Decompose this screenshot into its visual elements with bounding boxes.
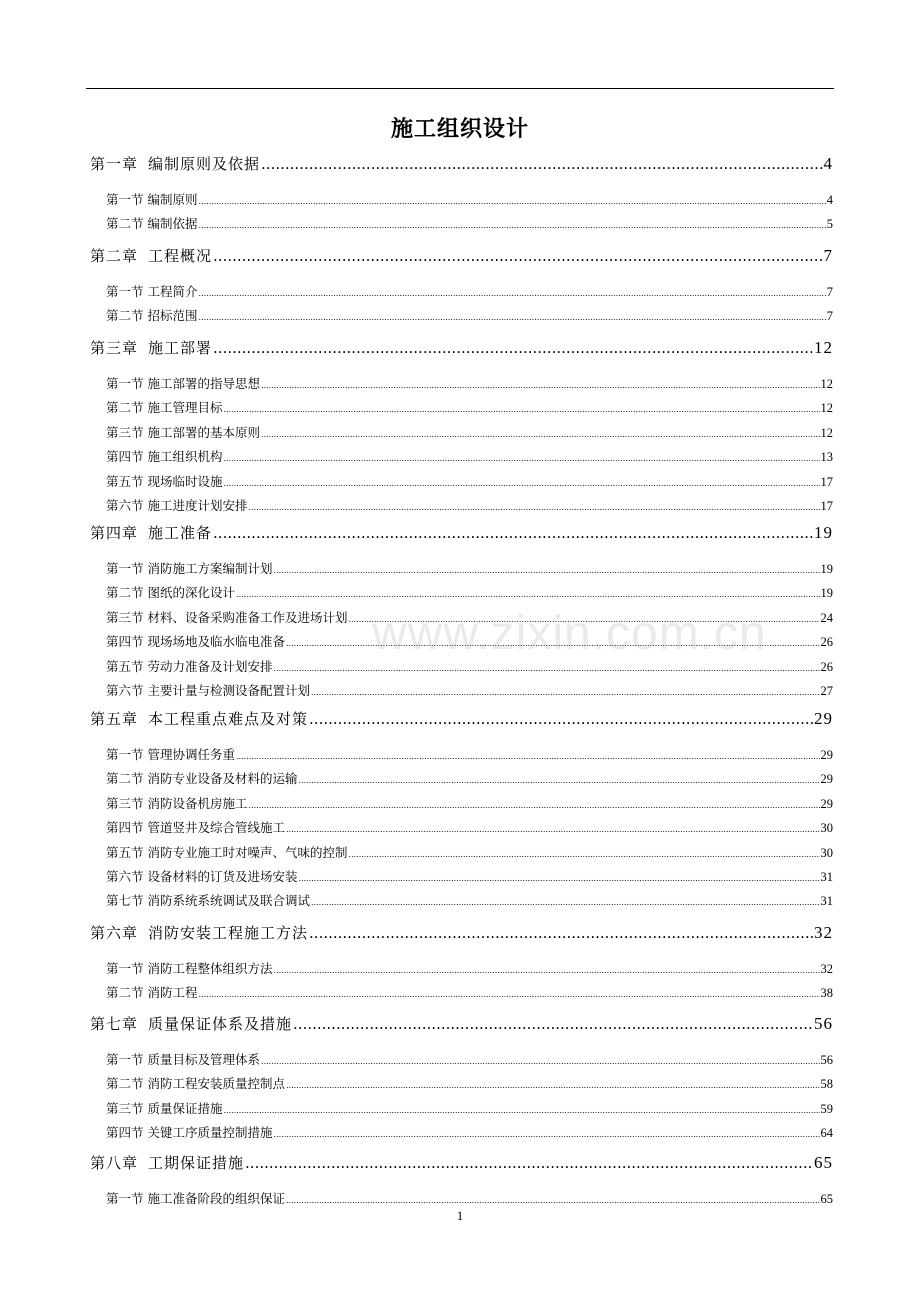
toc-entry-page: 56 — [814, 1014, 833, 1033]
toc-entry-number: 第六章 — [90, 924, 139, 942]
toc-section-entry[interactable] — [106, 1189, 833, 1207]
toc-entry-label — [106, 794, 248, 812]
toc-entry-number: 第七章 — [90, 1015, 139, 1033]
toc-entry-title: 施工准备 — [148, 524, 213, 542]
toc-entry-title: 施工部署 — [148, 339, 213, 357]
toc-leader-dots — [213, 247, 822, 265]
toc-entry-page: 30 — [820, 845, 833, 860]
toc-entry-page: 19 — [814, 523, 833, 542]
toc-entry-label — [106, 608, 348, 626]
toc-entry-title: 施工部署的指导思想 — [147, 376, 261, 391]
toc-entry-label — [106, 769, 298, 787]
toc-leader-dots — [236, 590, 819, 599]
toc-entry-label — [106, 983, 198, 1001]
toc-entry-title: 编制依据 — [147, 216, 198, 232]
toc-entry-label — [90, 708, 308, 729]
toc-leader-dots — [311, 688, 819, 697]
toc-entry-page: 4 — [823, 154, 833, 173]
toc-entry-number: 第一节 — [106, 376, 144, 391]
toc-entry-title: 质量保证措施 — [147, 1100, 223, 1116]
toc-entry-page: 30 — [820, 821, 833, 836]
footer-page-number: 1 — [456, 1208, 464, 1223]
toc-chapter-entry[interactable] — [90, 245, 833, 267]
toc-leader-dots — [249, 801, 820, 810]
toc-entry-title: 施工部署的基本原则 — [147, 424, 261, 440]
toc-entry-title: 现场场地及临水临电准备 — [147, 634, 286, 650]
toc-entry-page: 26 — [820, 635, 833, 650]
toc-entry-title: 消防专业设备及材料的运输 — [147, 771, 298, 787]
toc-entry-number: 第二节 — [106, 985, 144, 1001]
toc-chapter-entry[interactable] — [90, 1013, 833, 1035]
toc-entry-title: 工程简介 — [147, 284, 198, 299]
toc-entry-title: 施工组织机构 — [147, 449, 223, 465]
toc-section-entry[interactable] — [106, 559, 833, 577]
toc-entry-number: 第一节 — [106, 961, 144, 976]
toc-entry-number: 第一节 — [106, 1052, 144, 1067]
toc-entry-title: 施工准备阶段的组织保证 — [147, 1191, 286, 1206]
toc-leader-dots — [311, 898, 819, 907]
toc-entry-label — [90, 522, 212, 543]
toc-entry-number: 第五章 — [90, 710, 139, 728]
toc-entry-label — [106, 681, 310, 699]
toc-entry-number: 第四章 — [90, 524, 139, 542]
toc-entry-label — [106, 1099, 223, 1117]
toc-entry-number: 第七节 — [106, 893, 144, 909]
toc-entry-page: 29 — [814, 709, 833, 728]
toc-leader-dots — [245, 1154, 813, 1172]
toc-entry-label — [106, 398, 223, 416]
toc-entry-label — [90, 922, 308, 943]
toc-leader-dots — [199, 313, 826, 322]
toc-leader-dots — [299, 874, 820, 883]
toc-entry-title: 现场临时设施 — [147, 473, 223, 489]
toc-entry-title: 施工进度计划安排 — [147, 498, 248, 513]
toc-entry-page: 5 — [826, 217, 833, 232]
toc-entry-number: 第四节 — [106, 820, 144, 836]
toc-entry-label — [106, 867, 298, 885]
toc-entry-number: 第三节 — [106, 795, 144, 811]
toc-leader-dots — [309, 710, 813, 728]
toc-entry-title: 招标范围 — [147, 308, 198, 324]
toc-entry-page: 12 — [820, 425, 833, 440]
toc-entry-page: 27 — [820, 684, 833, 698]
toc-entry-number: 第一节 — [106, 192, 144, 207]
toc-entry-number: 第三节 — [106, 424, 144, 440]
toc-entry-title: 消防专业施工时对噪声、气味的控制 — [147, 844, 348, 860]
toc-entry-title: 设备材料的订货及进场安装 — [147, 869, 298, 884]
toc-entry-number: 第一节 — [106, 1191, 144, 1206]
toc-entry-label — [106, 1189, 285, 1207]
toc-entry-number: 第四节 — [106, 1125, 144, 1141]
toc-entry-page: 19 — [820, 562, 833, 576]
toc-leader-dots — [236, 752, 819, 761]
toc-entry-label — [90, 1152, 244, 1173]
toc-entry-title: 关键工序质量控制措施 — [147, 1125, 273, 1141]
toc-section-entry[interactable] — [106, 1074, 833, 1092]
toc-entry-page: 29 — [820, 796, 833, 811]
toc-chapter-entry[interactable] — [90, 153, 833, 175]
toc-entry-page: 29 — [820, 772, 833, 787]
toc-section-entry[interactable] — [106, 472, 833, 490]
toc-leader-dots — [261, 155, 822, 173]
toc-entry-title: 图纸的深化设计 — [147, 585, 236, 601]
toc-entry-title: 材料、设备采购准备工作及进场计划 — [147, 609, 348, 625]
toc-section-entry[interactable] — [106, 398, 833, 416]
toc-entry-title: 消防施工方案编制计划 — [147, 561, 273, 576]
toc-entry-title: 管理协调任务重 — [147, 747, 236, 762]
toc-entry-page: 12 — [820, 401, 833, 416]
toc-entry-label — [106, 190, 198, 208]
toc-section-entry[interactable] — [106, 447, 833, 465]
toc-entry-title: 劳动力准备及计划安排 — [147, 658, 273, 674]
watermark: www.zixin.com.cn — [372, 607, 767, 660]
toc-leader-dots — [199, 221, 826, 230]
toc-section-entry[interactable] — [106, 891, 833, 909]
toc-entry-label — [90, 1013, 292, 1034]
toc-entry-label — [106, 447, 223, 465]
toc-entry-page: 59 — [820, 1101, 833, 1116]
toc-entry-page: 7 — [826, 285, 833, 299]
toc-entry-page: 4 — [826, 193, 833, 207]
toc-leader-dots — [309, 924, 813, 942]
toc-leader-dots — [293, 1015, 813, 1033]
toc-entry-title: 本工程重点难点及对策 — [148, 710, 309, 728]
toc-entry-page: 12 — [820, 377, 833, 391]
toc-entry-title: 消防设备机房施工 — [147, 795, 248, 811]
toc-entry-page: 31 — [820, 894, 833, 909]
toc-leader-dots — [249, 503, 820, 512]
toc-section-entry[interactable] — [106, 496, 833, 514]
toc-entry-number: 第一节 — [106, 747, 144, 762]
toc-section-entry[interactable] — [106, 583, 833, 601]
toc-entry-page: 24 — [820, 610, 833, 625]
toc-leader-dots — [299, 776, 820, 785]
toc-section-entry[interactable] — [106, 1123, 833, 1141]
toc-section-entry[interactable] — [106, 745, 833, 763]
toc-leader-dots — [274, 966, 820, 975]
toc-entry-number: 第四节 — [106, 449, 144, 465]
toc-chapter-entry[interactable] — [90, 708, 833, 730]
toc-entry-label — [106, 959, 273, 977]
toc-entry-label — [106, 891, 310, 909]
toc-entry-page: 19 — [820, 586, 833, 601]
toc-leader-dots — [199, 990, 820, 999]
toc-entry-number: 第二节 — [106, 771, 144, 787]
toc-section-entry[interactable] — [106, 843, 833, 861]
toc-entry-title: 主要计量与检测设备配置计划 — [147, 683, 311, 698]
toc-entry-page: 17 — [820, 499, 833, 513]
toc-entry-label — [106, 632, 285, 650]
toc-section-entry[interactable] — [106, 867, 833, 885]
toc-leader-dots — [286, 1196, 819, 1205]
toc-leader-dots — [274, 566, 820, 575]
toc-section-entry[interactable] — [106, 374, 833, 392]
toc-entry-label — [90, 337, 212, 358]
toc-entry-number: 第二章 — [90, 247, 139, 265]
toc-entry-label — [106, 1050, 260, 1068]
toc-section-entry[interactable] — [106, 794, 833, 812]
toc-entry-title: 质量保证体系及措施 — [148, 1015, 293, 1033]
toc-section-entry[interactable] — [106, 769, 833, 787]
toc-entry-page: 58 — [820, 1077, 833, 1092]
toc-entry-number: 第二节 — [106, 400, 144, 416]
toc-entry-label — [106, 818, 285, 836]
toc-entry-label — [106, 496, 248, 514]
toc-entry-page: 32 — [814, 923, 833, 942]
toc-entry-label — [106, 472, 223, 490]
toc-entry-page: 65 — [814, 1153, 833, 1172]
toc-entry-title: 管道竖井及综合管线施工 — [147, 820, 286, 836]
toc-leader-dots — [261, 430, 819, 439]
toc-entry-title: 消防安装工程施工方法 — [148, 924, 309, 942]
toc-entry-page: 17 — [820, 474, 833, 489]
toc-leader-dots — [261, 381, 819, 390]
toc-leader-dots — [224, 405, 820, 414]
toc-section-entry[interactable] — [106, 282, 833, 300]
toc-entry-page: 26 — [820, 659, 833, 674]
toc-leader-dots — [213, 339, 813, 357]
toc-entry-number: 第四节 — [106, 634, 144, 650]
toc-entry-page: 38 — [820, 986, 833, 1001]
toc-entry-label — [106, 1123, 273, 1141]
toc-entry-number: 第二节 — [106, 585, 144, 601]
toc-section-entry[interactable] — [106, 423, 833, 441]
toc-chapter-entry[interactable] — [90, 337, 833, 359]
toc-entry-label — [106, 657, 273, 675]
toc-leader-dots — [286, 1081, 819, 1090]
toc-entry-number: 第二节 — [106, 308, 144, 324]
toc-chapter-entry[interactable] — [90, 922, 833, 944]
toc-entry-label — [106, 306, 198, 324]
toc-entry-label — [106, 423, 260, 441]
toc-entry-title: 质量目标及管理体系 — [147, 1052, 261, 1067]
toc-entry-title: 编制原则 — [147, 192, 198, 207]
toc-entry-page: 31 — [820, 870, 833, 884]
toc-entry-page: 56 — [820, 1053, 833, 1067]
toc-section-entry[interactable] — [106, 818, 833, 836]
toc-section-entry[interactable] — [106, 190, 833, 208]
toc-entry-title: 施工管理目标 — [147, 400, 223, 416]
toc-entry-title: 消防工程整体组织方法 — [147, 961, 273, 976]
toc-entry-title: 消防系统系统调试及联合调试 — [147, 893, 311, 909]
toc-leader-dots — [274, 1130, 820, 1139]
toc-entry-title: 工期保证措施 — [148, 1154, 245, 1172]
toc-entry-number: 第五节 — [106, 658, 144, 674]
toc-entry-page: 65 — [820, 1192, 833, 1206]
toc-entry-number: 第一章 — [90, 155, 139, 173]
toc-entry-number: 第五节 — [106, 844, 144, 860]
toc-entry-label — [106, 374, 260, 392]
toc-entry-label — [106, 583, 235, 601]
toc-leader-dots — [199, 197, 826, 206]
toc-entry-number: 第三节 — [106, 1100, 144, 1116]
toc-entry-number: 第一节 — [106, 284, 144, 299]
toc-entry-number: 第三章 — [90, 339, 139, 357]
toc-section-entry[interactable] — [106, 983, 833, 1001]
toc-section-entry[interactable] — [106, 214, 833, 232]
toc-entry-number: 第二节 — [106, 216, 144, 232]
toc-leader-dots — [224, 479, 820, 488]
toc-entry-label — [106, 559, 273, 577]
toc-leader-dots — [349, 850, 820, 859]
toc-section-entry[interactable] — [106, 1050, 833, 1068]
toc-entry-title: 消防工程 — [147, 985, 198, 1001]
toc-section-entry[interactable] — [106, 959, 833, 977]
toc-entry-number: 第六节 — [106, 869, 144, 884]
toc-section-entry[interactable] — [106, 306, 833, 324]
toc-entry-label — [90, 245, 212, 266]
toc-leader-dots — [213, 524, 813, 542]
toc-leader-dots — [286, 825, 819, 834]
toc-leader-dots — [274, 664, 820, 673]
toc-entry-number: 第二节 — [106, 1076, 144, 1092]
toc-chapter-entry[interactable] — [90, 522, 833, 544]
document-title: 施工组织设计 — [390, 116, 529, 142]
toc-entry-number: 第六节 — [106, 683, 144, 698]
toc-entry-label — [106, 282, 198, 300]
toc-section-entry[interactable] — [106, 1099, 833, 1117]
toc-entry-title: 编制原则及依据 — [148, 155, 261, 173]
toc-entry-page: 7 — [826, 309, 833, 324]
toc-entry-number: 第八章 — [90, 1154, 139, 1172]
toc-leader-dots — [224, 1106, 820, 1115]
toc-section-entry[interactable] — [106, 681, 833, 699]
toc-entry-page: 29 — [820, 748, 833, 762]
toc-entry-number: 第六节 — [106, 498, 144, 513]
toc-entry-number: 第一节 — [106, 561, 144, 576]
toc-entry-label — [90, 153, 260, 174]
toc-entry-page: 7 — [823, 246, 833, 265]
toc-leader-dots — [224, 454, 820, 463]
toc-chapter-entry[interactable] — [90, 1152, 833, 1174]
toc-entry-label — [106, 214, 198, 232]
toc-entry-number: 第五节 — [106, 473, 144, 489]
toc-entry-title: 工程概况 — [148, 247, 213, 265]
toc-entry-page: 12 — [814, 338, 833, 357]
toc-entry-label — [106, 745, 235, 763]
toc-entry-page: 64 — [820, 1126, 833, 1141]
toc-entry-label — [106, 1074, 285, 1092]
toc-entry-title: 消防工程安装质量控制点 — [147, 1076, 286, 1092]
toc-entry-page: 32 — [820, 962, 833, 976]
toc-entry-page: 13 — [820, 450, 833, 465]
toc-entry-label — [106, 843, 348, 861]
toc-entry-number: 第三节 — [106, 609, 144, 625]
toc-leader-dots — [261, 1057, 819, 1066]
toc-leader-dots — [199, 289, 826, 298]
